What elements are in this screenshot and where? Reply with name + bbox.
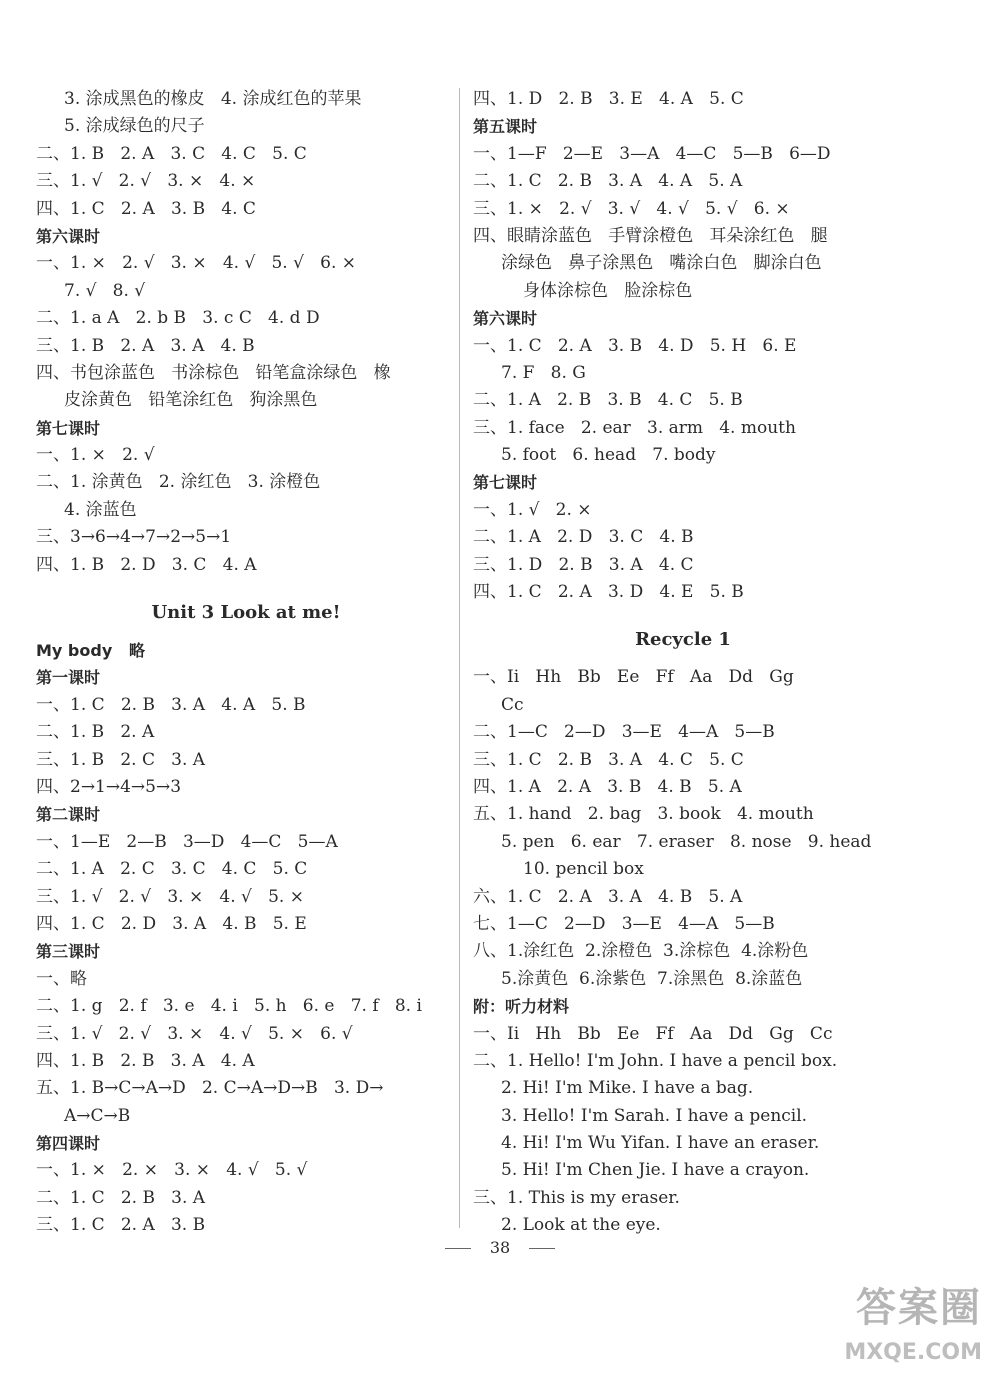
answer-line: 二、1. Hello! I'm John. I have a pencil box.: [473, 1050, 838, 1071]
section-heading: 第二课时: [36, 805, 101, 825]
section-heading: 第六课时: [473, 309, 538, 329]
answer-line: 四、1. B 2. B 3. A 4. A: [36, 1050, 255, 1071]
answer-line: 四、1. D 2. B 3. E 4. A 5. C: [473, 89, 744, 109]
recycle1-title: Recycle 1: [635, 629, 731, 651]
left-answers-part1: [36, 86, 456, 579]
answer-line: 一、Ii Hh Bb Ee Ff Aa Dd Gg: [473, 667, 794, 688]
section-heading: 第七课时: [473, 473, 538, 493]
answer-line: A→C→B: [64, 1105, 131, 1126]
right-answers-part1: [473, 86, 893, 606]
answer-line: 一、1. × 2. √: [36, 445, 155, 466]
answer-line: 三、1. C 2. A 3. B: [36, 1215, 206, 1236]
answer-line: 三、1. face 2. ear 3. arm 4. mouth: [473, 417, 796, 438]
answer-line: 六、1. C 2. A 3. A 4. B 5. A: [473, 886, 743, 907]
right-answers-part2: [473, 664, 893, 1239]
column-divider: [459, 88, 460, 1228]
answer-line: 四、1. C 2. D 3. A 4. B 5. E: [36, 913, 307, 934]
answer-line: 四、眼睛涂蓝色 手臂涂橙色 耳朵涂红色 腿: [473, 225, 828, 246]
answer-line: 四、书包涂蓝色 书涂棕色 铅笔盒涂绿色 橡: [36, 362, 391, 383]
answer-line: 二、1. C 2. B 3. A: [36, 1187, 206, 1208]
answer-line: 涂绿色 鼻子涂黑色 嘴涂白色 脚涂白色: [501, 253, 822, 274]
watermark-text: 答案圈: [856, 1285, 982, 1331]
answer-line: 三、1. This is my eraser.: [473, 1187, 680, 1208]
answer-line: 二、1. A 2. D 3. C 4. B: [473, 527, 694, 548]
answer-line: 二、1. a A 2. b B 3. c C 4. d D: [36, 308, 320, 329]
answer-line: 四、1. B 2. D 3. C 4. A: [36, 554, 257, 575]
answer-line: 二、1. B 2. A: [36, 722, 155, 743]
page-footer: [0, 1238, 1000, 1257]
answer-line: 一、1—F 2—E 3—A 4—C 5—B 6—D: [473, 143, 831, 164]
answer-line: 四、2→1→4→5→3: [36, 776, 182, 797]
answer-line: 10. pencil box: [523, 859, 644, 880]
answer-line: 5. pen 6. ear 7. eraser 8. nose 9. head: [501, 831, 872, 852]
answer-line: 身体涂棕色 脸涂棕色: [523, 280, 693, 301]
answer-line: 三、1. √ 2. √ 3. × 4. √ 5. ×: [36, 886, 304, 907]
answer-line: My body 略: [36, 641, 145, 661]
watermark-url: MXQE.COM: [844, 1340, 982, 1365]
answer-line: 二、1. B 2. A 3. C 4. C 5. C: [36, 143, 307, 164]
answer-line: 七、1—C 2—D 3—E 4—A 5—B: [473, 913, 775, 934]
answer-line: Cc: [501, 694, 524, 715]
answer-line: 7. √ 8. √: [64, 280, 146, 301]
footer-dash-right: [529, 1248, 555, 1249]
answer-line: 三、1. √ 2. √ 3. × 4. √ 5. × 6. √: [36, 1023, 353, 1044]
section-heading: 第五课时: [473, 117, 538, 137]
answer-line: 三、1. B 2. A 3. A 4. B: [36, 335, 255, 356]
section-heading: 第一课时: [36, 668, 101, 688]
answer-line: 5. foot 6. head 7. body: [501, 445, 716, 466]
answer-line: 3. 涂成黑色的橡皮 4. 涂成红色的苹果: [64, 89, 362, 109]
right-column: [473, 86, 893, 1240]
answer-line: 二、1. 涂黄色 2. 涂红色 3. 涂橙色: [36, 472, 321, 493]
answer-line: 3. Hello! I'm Sarah. I have a pencil.: [501, 1105, 808, 1126]
watermark-logo: [812, 1276, 982, 1366]
left-column: [36, 86, 456, 1240]
answer-line: 五、1. B→C→A→D 2. C→A→D→B 3. D→: [36, 1078, 384, 1099]
unit3-title: Unit 3 Look at me!: [151, 602, 341, 624]
answer-line: 四、1. A 2. A 3. B 4. B 5. A: [473, 776, 742, 797]
answer-line: 二、1—C 2—D 3—E 4—A 5—B: [473, 722, 775, 743]
answer-line: 一、略: [36, 968, 87, 989]
answer-line: 4. 涂蓝色: [64, 499, 137, 520]
answer-line: 三、1. C 2. B 3. A 4. C 5. C: [473, 749, 744, 770]
answer-line: 一、1. C 2. B 3. A 4. A 5. B: [36, 694, 306, 715]
section-heading: 第七课时: [36, 418, 101, 438]
page-number: 38: [489, 1238, 511, 1257]
answer-line: 一、1—E 2—B 3—D 4—C 5—A: [36, 831, 338, 852]
answer-line: 一、1. √ 2. ×: [473, 499, 592, 520]
answer-line: 5.涂黄色 6.涂紫色 7.涂黑色 8.涂蓝色: [501, 968, 803, 989]
section-heading: 第三课时: [36, 942, 101, 962]
answer-line: 皮涂黄色 铅笔涂红色 狗涂黑色: [64, 390, 318, 411]
answer-line: 4. Hi! I'm Wu Yifan. I have an eraser.: [501, 1133, 820, 1154]
answer-line: 一、1. × 2. √ 3. × 4. √ 5. √ 6. ×: [36, 253, 357, 274]
footer-dash-left: [445, 1248, 471, 1249]
answer-line: 7. F 8. G: [501, 362, 586, 383]
answer-line: 三、1. B 2. C 3. A: [36, 749, 206, 770]
section-heading: 第六课时: [36, 226, 101, 246]
left-answers-part2: [36, 637, 456, 1240]
answer-line: 三、1. D 2. B 3. A 4. C: [473, 554, 694, 575]
answer-line: 八、1.涂红色 2.涂橙色 3.涂棕色 4.涂粉色: [473, 941, 809, 962]
answer-line: 四、1. C 2. A 3. B 4. C: [36, 198, 256, 219]
answer-line: 四、1. C 2. A 3. D 4. E 5. B: [473, 582, 744, 603]
answer-line: 一、1. C 2. A 3. B 4. D 5. H 6. E: [473, 335, 797, 356]
answer-line: 5. Hi! I'm Chen Jie. I have a crayon.: [501, 1160, 810, 1181]
section-heading: 第四课时: [36, 1134, 101, 1154]
answer-line: 二、1. g 2. f 3. e 4. i 5. h 6. e 7. f 8. i: [36, 996, 422, 1017]
answer-line: 三、3→6→4→7→2→5→1: [36, 527, 232, 548]
answer-line: 三、1. × 2. √ 3. √ 4. √ 5. √ 6. ×: [473, 198, 790, 219]
answer-line: 一、Ii Hh Bb Ee Ff Aa Dd Gg Cc: [473, 1023, 833, 1044]
answer-line: 一、1. × 2. × 3. × 4. √ 5. √: [36, 1160, 308, 1181]
answer-line: 二、1. A 2. C 3. C 4. C 5. C: [36, 859, 308, 880]
answer-line: 5. 涂成绿色的尺子: [64, 116, 205, 137]
answer-line: 2. Look at the eye.: [501, 1215, 661, 1236]
section-heading: 附：听力材料: [473, 997, 570, 1017]
answer-line: 五、1. hand 2. bag 3. book 4. mouth: [473, 804, 814, 825]
answer-line: 三、1. √ 2. √ 3. × 4. ×: [36, 171, 256, 192]
answer-line: 二、1. A 2. B 3. B 4. C 5. B: [473, 390, 743, 411]
answer-line: 2. Hi! I'm Mike. I have a bag.: [501, 1078, 754, 1099]
answer-line: 二、1. C 2. B 3. A 4. A 5. A: [473, 171, 743, 192]
